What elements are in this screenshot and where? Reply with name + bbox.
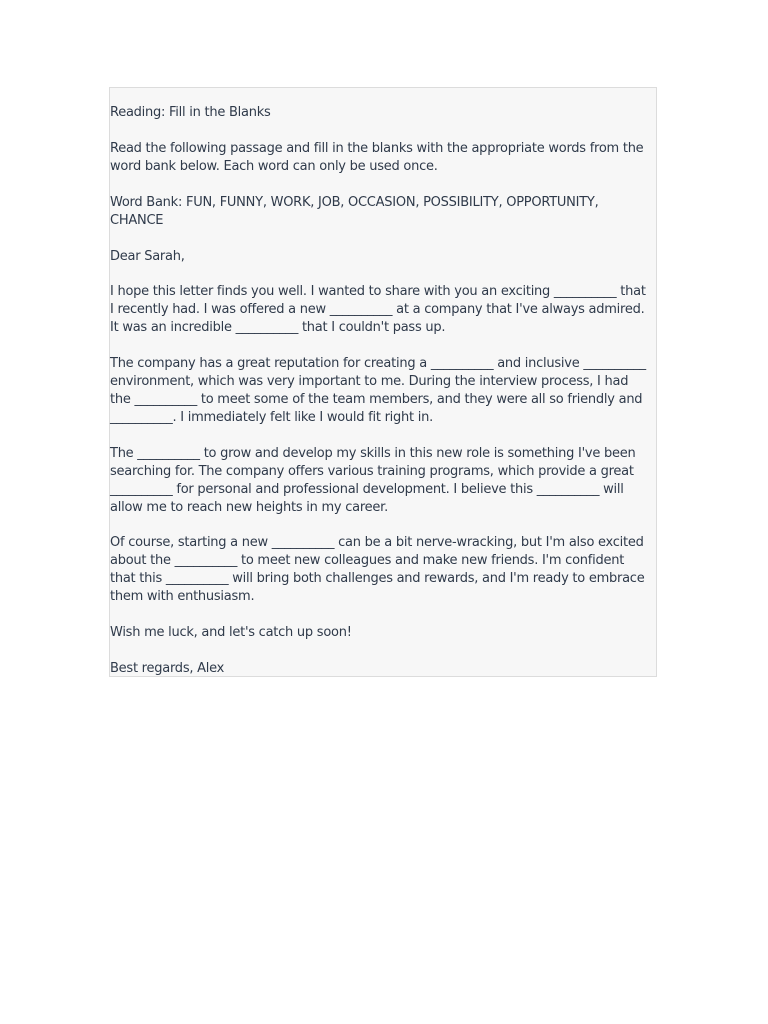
salutation: Dear Sarah, xyxy=(110,248,185,264)
signature: Best regards, Alex xyxy=(110,660,225,676)
letter-paragraph-2: The company has a great reputation for creating a __________ and inclusive __________ environment, which was very important to me. During the interview process, I had the __________ to meet some of the team members, and they were all so friendly and __________. I immediately felt like I would fit right in. xyxy=(110,356,646,425)
closing-line: Wish me luck, and let's catch up soon! xyxy=(110,625,352,641)
letter-paragraph-3: The __________ to grow and develop my skills in this new role is something I've been searching for. The company offers various training programs, which provide a great __________ for personal and professional development. I believe this __________ will allow me to reach new heights in my career. xyxy=(110,445,636,515)
letter-paragraph-4: Of course, starting a new __________ can be a bit nerve-wracking, but I'm also excited about the __________ to meet new colleagues and make new friends. I'm confident that this __________ will bring both challenges and rewards, and I'm ready to embrace them with enthusiasm. xyxy=(110,535,645,605)
instructions-text: Read the following passage and fill in the blanks with the appropriate words from the word bank below. Each word can only be used once. xyxy=(110,140,644,174)
word-bank: Word Bank: FUN, FUNNY, WORK, JOB, OCCASION, POSSIBILITY, OPPORTUNITY, CHANCE xyxy=(110,194,599,228)
worksheet-card xyxy=(109,87,657,677)
letter-paragraph-1: I hope this letter finds you well. I wanted to share with you an exciting __________ that I recently had. I was offered a new __________ at a company that I've always admired. It was an incredible __________ that I couldn't pass up. xyxy=(110,284,646,336)
worksheet-title: Reading: Fill in the Blanks xyxy=(110,105,271,120)
